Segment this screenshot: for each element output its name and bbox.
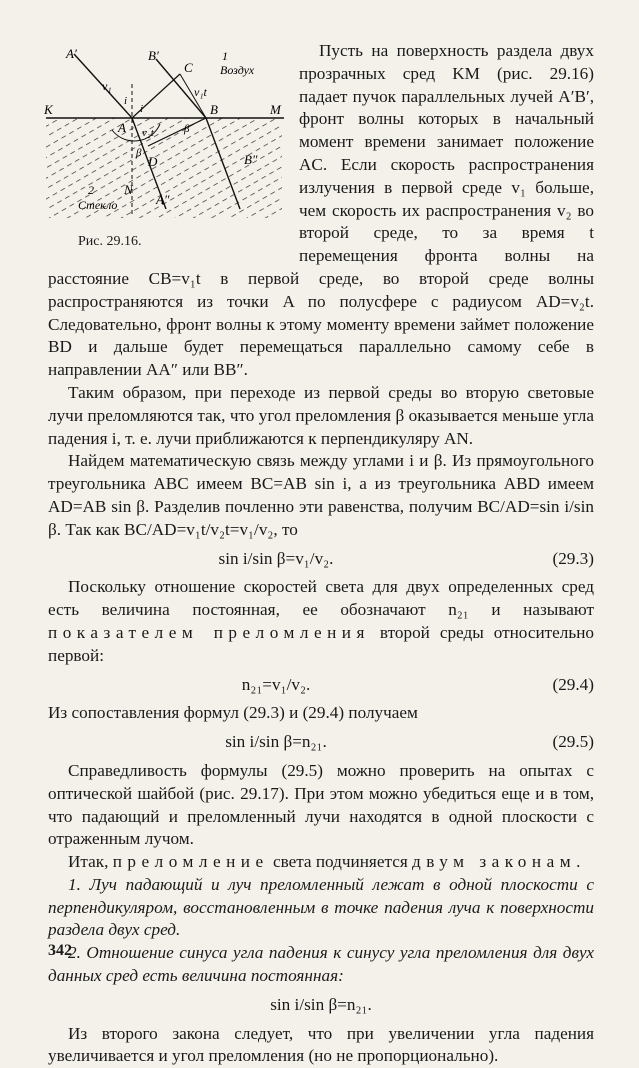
- paragraph-4-text-b: второй среды относительно первой:: [48, 622, 594, 665]
- label-beta: β: [184, 123, 190, 135]
- equation-29-4-number: (29.4): [552, 674, 594, 694]
- paragraph-5: Из сопоставления формул (29.3) и (29.4) получаем: [48, 703, 418, 723]
- paragraph-2: Таким образом, при переходе из первой среды во вторую световые лучи преломляются так, что угол преломления β оказывается меньше угла падения i, т. е. лучи приближаются к перпендикуляру AN.: [48, 382, 594, 448]
- equation-29-3-number: (29.3): [552, 548, 594, 568]
- label-medium-2: 2: [88, 183, 94, 197]
- paragraph-7-text-b: света подчиняется: [272, 852, 408, 872]
- label-v1t: v₁t: [194, 85, 207, 99]
- law-1: 1. Луч падающий и луч преломленный лежат в одной плоскости с перпендикуляром, восстановленным в точке падения луча к поверхности раздела двух сред.: [48, 874, 594, 940]
- equation-29-3-formula: sin i/sin β=v₁/v₂.: [218, 548, 334, 568]
- label-a: A: [118, 120, 126, 135]
- label-v1: v₁: [102, 79, 112, 93]
- term-refractive-index: показателем преломления: [48, 622, 370, 642]
- paragraph-1: Пусть на поверхность раздела двух прозрачных сред KM (рис. 29.16) падает пучок параллельных лучей A′B′, фронт волны которых в начальный момент времени занимает положение AC. Если скорость распространения излучения в первой среде v₁ больше, чем скорость их распространения v₂ во второй среде, то за время t перемещения фронта волны на расстояние CB=v₁t в первой среде, во второй среде волны распространяются из точки A по полусфере с радиусом AD=v₂t. Следовательно, фронт волны к этому моменту времени займет положение BD и дальше будет перемещаться параллельно самому себе в направлении AA″ или BB″.: [48, 41, 594, 380]
- paragraph-3: Найдем математическую связь между углами i и β. Из прямоугольного треугольника ABC имеем BC=AB sin i, а из треугольника ABD имеем AD=AB sin β. Разделив почленно эти равенства, получим BC/AD=sin i/sin β. Так как BC/AD=v₁t/v₂t=v₁/v₂, то: [48, 451, 594, 539]
- page-number: 342: [48, 942, 72, 959]
- label-air: Воздух: [220, 63, 255, 77]
- label-v2t: v₂t: [142, 127, 154, 139]
- paragraph-4: [48, 576, 594, 667]
- label-m: M: [270, 102, 281, 117]
- label-a-prime: A′: [66, 46, 77, 61]
- label-angle-i-2: i: [140, 103, 144, 115]
- label-b: B: [210, 102, 218, 117]
- label-b-double: B″: [244, 152, 258, 167]
- label-medium-1: 1: [222, 49, 228, 63]
- equation-29-5-formula: sin i/sin β=n₂₁.: [225, 732, 327, 752]
- label-n: N: [124, 182, 133, 197]
- equation-29-4: [48, 674, 594, 697]
- label-a-double: A″: [156, 192, 170, 207]
- equation-29-5-number: (29.5): [552, 732, 594, 752]
- label-glass: Стекло: [78, 198, 118, 212]
- equation-29-3: [48, 548, 594, 571]
- label-b-prime: B′: [148, 48, 159, 63]
- paragraph-6: Справедливость формулы (29.5) можно проверить на опытах с оптической шайбой (рис. 29.17). При этом можно убедиться еще и в том, что падающий и преломленный лучи находятся в одной плоскости с отраженным лучом.: [48, 760, 594, 849]
- label-c: C: [184, 60, 193, 75]
- label-k: K: [44, 102, 53, 117]
- equation-law-2: [48, 994, 594, 1017]
- term-two-laws: двум законам.: [412, 852, 586, 872]
- term-refraction: преломление: [112, 852, 269, 872]
- label-beta-2: β: [136, 147, 142, 159]
- equation-29-4-formula: n₂₁=v₁/v₂.: [241, 674, 311, 694]
- equation-law-2-formula: sin i/sin β=n₂₁.: [270, 994, 372, 1014]
- figure-caption: Рис. 29.16.: [78, 234, 142, 250]
- paragraph-7: [48, 851, 594, 874]
- law-2: 2. Отношение синуса угла падения к синусу угла преломления для двух данных сред есть величина постоянная:: [48, 943, 594, 986]
- page-body: [44, 40, 594, 1068]
- figure-29-16: [44, 44, 289, 252]
- label-angle-i: i: [124, 95, 128, 107]
- paragraph-4-text-a: Поскольку отношение скоростей света для двух определенных сред есть величина постоянная, ее обозначают n₂₁ и называют: [48, 577, 594, 620]
- refraction-diagram: [44, 44, 289, 252]
- paragraph-8: Из второго закона следует, что при увеличении угла падения увеличивается и угол преломления (но не пропорционально).: [48, 1023, 594, 1066]
- paragraph-7-text-a: Итак,: [68, 852, 109, 872]
- equation-29-5: [48, 731, 594, 754]
- label-d: D: [148, 154, 158, 169]
